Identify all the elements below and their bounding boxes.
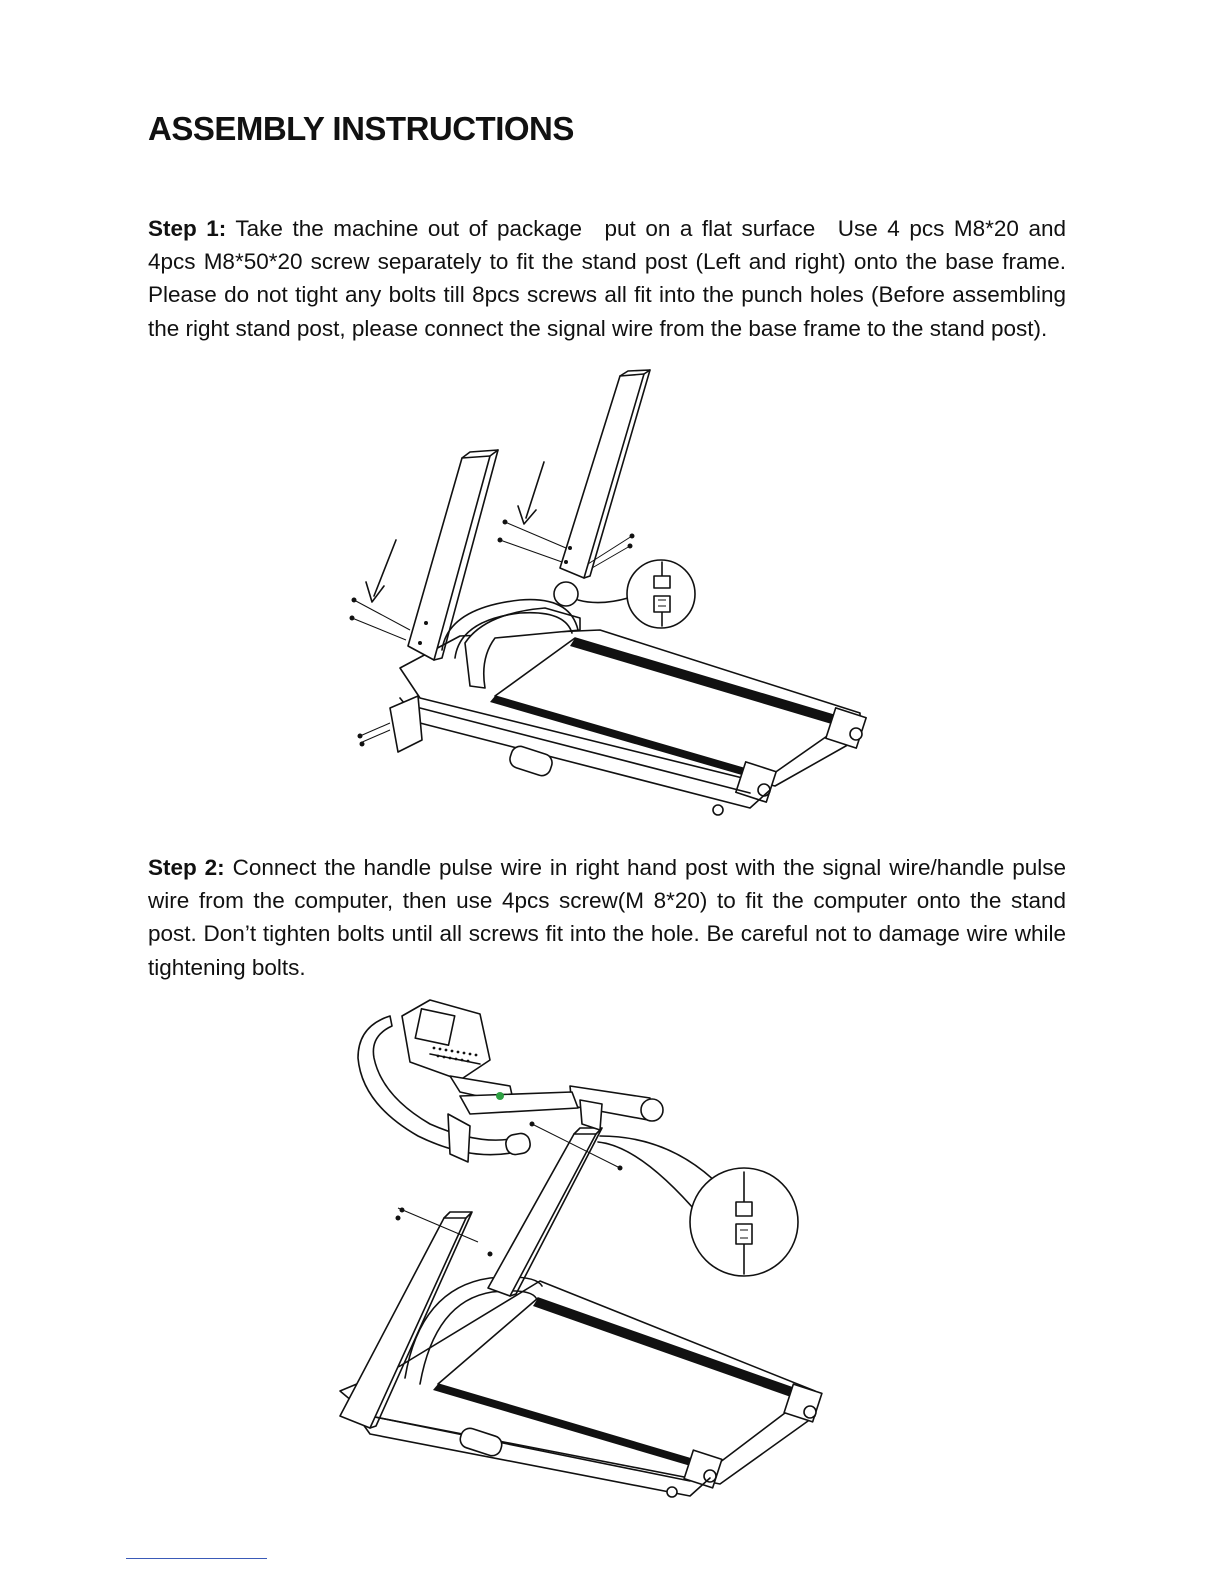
step-1-label: Step 1: [148,216,227,241]
step-2-paragraph [148,851,1066,984]
footnote-separator [126,1558,267,1559]
page-title: ASSEMBLY INSTRUCTIONS [148,110,574,147]
step-2-figure [310,996,830,1501]
step-2-text: Connect the handle pulse wire in right hand post with the signal wire/handle pulse wire from the computer, then use 4pcs screw(M 8*20) to fit the computer onto the stand post. Don’t tighten bolts until all screws fit into the hole. Be careful not to damage wire while tightening bolts. [148,855,1067,980]
step-1-figure [330,368,890,828]
step-1-paragraph [148,212,1066,345]
step-2-label: Step 2: [148,855,225,880]
step-1-text: Take the machine out of package put on a flat surface Use 4 pcs M8*20 and 4pcs M8*50*20 screw separately to fit the stand post (Left and right) onto the base frame. Please do not tight any bolts till 8pcs screws all fit into the punch holes (Before assembling the right stand post, please connect the signal wire from the base frame to the stand post). [148,216,1066,341]
